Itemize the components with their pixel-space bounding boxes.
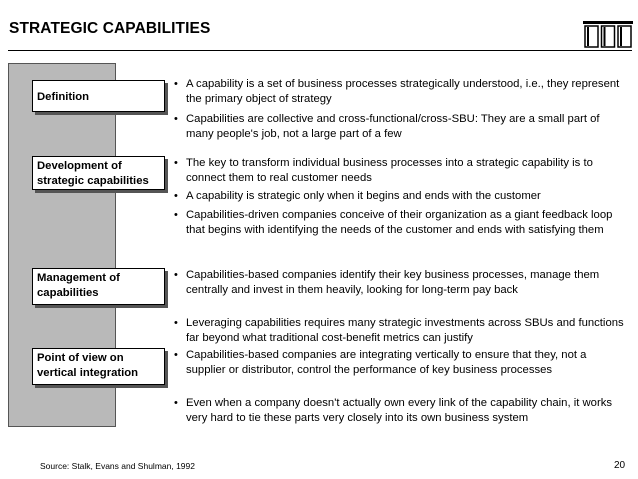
bullet-item bbox=[174, 208, 624, 238]
pillars-logo-icon bbox=[582, 20, 634, 48]
source-citation: Source: Stalk, Evans and Shulman, 1992 bbox=[40, 461, 195, 471]
bullet-dot: • bbox=[174, 269, 178, 281]
bullet-dot: • bbox=[174, 78, 178, 90]
bullet-text: Capabilities-based companies identify their key business processes, manage them centrally and invest in them heavily, looking for long-term pay back bbox=[186, 269, 600, 296]
bullet-dot: • bbox=[174, 317, 178, 329]
page-number: 20 bbox=[614, 460, 626, 471]
bullet-dot: • bbox=[174, 397, 178, 409]
bullet-text: Even when a company doesn't actually own every link of the capability chain, it works very hard to tie these parts very closely into its own business system bbox=[186, 397, 613, 424]
bullet-text: Capabilities-driven companies conceive of their organization as a giant feedback loop that begins with identifying the needs of the customer and ends with satisfying them bbox=[186, 209, 613, 236]
bullet-text: A capability is strategic only when it begins and ends with the customer bbox=[186, 190, 541, 202]
section-label-development: Development of strategic capabilities bbox=[32, 156, 165, 190]
bullet-item bbox=[174, 316, 624, 346]
bullet-text: Capabilities are collective and cross-functional/cross-SBU: They are a small part of many people's job, not a large part of a few bbox=[186, 113, 600, 140]
bullet-dot: • bbox=[174, 209, 178, 221]
title-divider bbox=[8, 50, 632, 51]
bullet-item bbox=[174, 396, 624, 426]
bullet-dot: • bbox=[174, 190, 178, 202]
bullet-item bbox=[174, 112, 624, 142]
bullet-text: The key to transform individual business processes into a strategic capability is to connect them to real customer needs bbox=[186, 157, 593, 184]
section-label-definition: Definition bbox=[32, 80, 165, 112]
bullet-text: Capabilities-based companies are integrating vertically to ensure that they, not a supplier or distributor, control the performance of key business processes bbox=[186, 349, 587, 376]
section-label-vertical-integration: Point of view on vertical integration bbox=[32, 348, 165, 385]
bullet-text: Leveraging capabilities requires many strategic investments across SBUs and functions far beyond what traditional cost-benefit metrics can justify bbox=[186, 317, 624, 344]
bullet-item bbox=[174, 268, 624, 298]
bullet-item bbox=[174, 77, 624, 107]
bullet-dot: • bbox=[174, 349, 178, 361]
bullet-dot: • bbox=[174, 113, 178, 125]
bullet-item bbox=[174, 348, 624, 378]
bullet-dot: • bbox=[174, 157, 178, 169]
bullet-item bbox=[174, 189, 624, 204]
bullet-text: A capability is a set of business processes strategically understood, i.e., they represent the primary object of strategy bbox=[186, 78, 620, 105]
bullet-item bbox=[174, 156, 624, 186]
section-label-management: Management of capabilities bbox=[32, 268, 165, 305]
page-title: STRATEGIC CAPABILITIES bbox=[9, 20, 211, 37]
